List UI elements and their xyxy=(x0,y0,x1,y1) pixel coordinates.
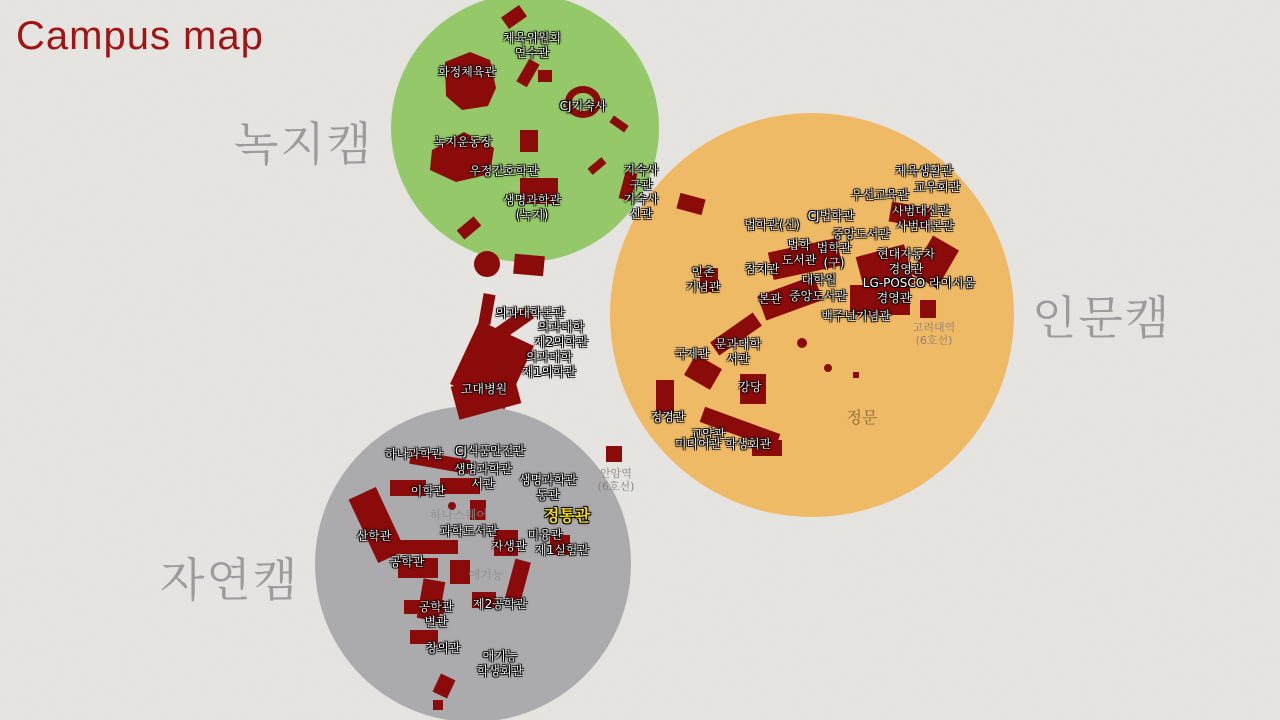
building-international[interactable]: 국제관 xyxy=(674,347,710,361)
building-law-old[interactable]: 법학관 (구) xyxy=(816,241,852,270)
building-media[interactable]: 미디어관 xyxy=(674,437,722,451)
building-sci-lib[interactable]: 과학도서관 xyxy=(440,524,498,538)
building-cj-dorm[interactable]: CJ기숙사 xyxy=(559,99,607,113)
building-jasaeng[interactable]: 자생관 xyxy=(491,539,527,553)
building-main-hall[interactable]: 본관 xyxy=(758,292,782,306)
building-miyong[interactable]: 미융관 xyxy=(527,528,563,542)
building-med-2[interactable]: 의과대학 제2의학관 xyxy=(533,320,589,349)
building-hospital[interactable]: 고대병원 xyxy=(460,382,508,396)
building-gonghak[interactable]: 공학관 xyxy=(389,555,425,569)
building-daehakwon[interactable]: 대학원 xyxy=(801,273,837,287)
building-life-sci-nokji[interactable]: 생명과학관 (녹지) xyxy=(503,193,561,222)
building-inchon[interactable]: 인촌 기념관 xyxy=(685,265,721,294)
building-baekju[interactable]: 백주년기념관 xyxy=(821,309,891,323)
footprint-jy-7 xyxy=(388,540,458,554)
building-central-lib2[interactable]: 중앙도서관 xyxy=(789,289,847,303)
building-gyoyang[interactable]: 교양관 xyxy=(690,427,726,441)
building-life-sci-west[interactable]: 생명과학관 서관 xyxy=(454,462,512,491)
building-changui[interactable]: 창의관 xyxy=(425,641,461,655)
region-label-nokji: 녹지캠 xyxy=(234,117,374,171)
building-student-union[interactable]: 학생회관 xyxy=(724,437,772,451)
footprint-in-12 xyxy=(656,380,674,414)
footprint-hwajeong xyxy=(445,52,496,110)
building-cheyuk-saenghwal[interactable]: 체육생활관 xyxy=(895,164,953,178)
building-gonghak2[interactable]: 제2공학관 xyxy=(472,597,528,611)
building-hwajeong[interactable]: 화정체육관 xyxy=(438,65,496,79)
building-dorm-old[interactable]: 기숙사 구관 xyxy=(623,163,659,192)
building-cj-law[interactable]: CJ법학관 xyxy=(807,209,855,223)
footprint-in-15 xyxy=(797,338,807,348)
feature-main-gate: 정문 xyxy=(846,408,878,427)
building-gyou[interactable]: 교우회관 xyxy=(913,180,961,194)
building-central-lib[interactable]: 중앙도서관 xyxy=(832,227,890,241)
station-korea-univ: 고려대역 (6호선) xyxy=(912,321,956,347)
building-lgposco[interactable]: LG-POSCO 경영관 xyxy=(862,276,926,305)
building-aegineung-union[interactable]: 애기능 학생회관 xyxy=(476,649,524,678)
inmun-campus-area xyxy=(610,113,1014,517)
building-sanhak[interactable]: 산학관 xyxy=(356,529,392,543)
footprint-nursing xyxy=(520,130,538,152)
station-anam: 안암역 (6호선) xyxy=(597,467,635,493)
building-political-econ[interactable]: 정경관 xyxy=(650,410,686,424)
footprint-jy-10 xyxy=(450,560,470,584)
building-dorm-new[interactable]: 기숙사 신관 xyxy=(623,192,659,221)
building-chamchi[interactable]: 참치관 xyxy=(744,262,780,276)
building-cheyuk-wiwon[interactable]: 체육위원회 연수관 xyxy=(503,31,561,60)
building-gonghak-annex[interactable]: 공학관 별관 xyxy=(418,600,454,629)
building-cj-food[interactable]: CJ식품안전관 xyxy=(455,444,525,458)
building-med-1[interactable]: 의과대학 제1의학관 xyxy=(521,350,577,379)
feature-aegineung: 애기능 xyxy=(468,568,504,582)
region-label-jayeon: 자연캠 xyxy=(160,553,300,607)
building-useon[interactable]: 우선교육관 xyxy=(851,188,909,202)
map-title: Campus map xyxy=(16,14,264,58)
building-sabeom-sin[interactable]: 사범대신관 xyxy=(892,204,950,218)
building-auditorium[interactable]: 강당 xyxy=(738,380,762,394)
building-hana-sci[interactable]: 하나과학관 xyxy=(385,447,443,461)
footprint-cheyuk3 xyxy=(538,70,552,82)
building-nokji-field[interactable]: 녹지운동장 xyxy=(434,135,492,149)
footprint-jy-18 xyxy=(433,700,443,710)
footprint-in-16 xyxy=(824,364,832,372)
building-lab1[interactable]: 제1실험관 xyxy=(534,543,590,557)
building-life-sci-east[interactable]: 생명과학관 동관 xyxy=(519,473,577,502)
building-hyundai[interactable]: 현대자동차 경영관 xyxy=(877,247,935,276)
feature-hana-square: 하나스퀘어 xyxy=(430,508,488,522)
building-lyceum[interactable]: 라이시움 xyxy=(928,276,976,290)
building-liberal-arts[interactable]: 문과대학 서관 xyxy=(714,337,762,366)
region-label-inmun: 인문캠 xyxy=(1032,291,1172,345)
building-ihak[interactable]: 이학관 xyxy=(410,484,446,498)
building-law-lib[interactable]: 법학 도서관 xyxy=(781,238,817,267)
footprint-in-17 xyxy=(853,372,859,378)
building-ujeong-nursing[interactable]: 우정간호학관 xyxy=(469,164,539,178)
footprint-link-round xyxy=(474,251,500,277)
building-jeongtong[interactable]: 정통관 xyxy=(543,506,591,525)
building-law-new[interactable]: 법학관(신) xyxy=(744,218,800,232)
building-sabeom-bon[interactable]: 사범대본관 xyxy=(896,219,954,233)
building-med-main[interactable]: 의과대학본관 xyxy=(495,306,565,320)
footprint-anam xyxy=(606,446,622,462)
footprint-link-1 xyxy=(513,254,545,277)
